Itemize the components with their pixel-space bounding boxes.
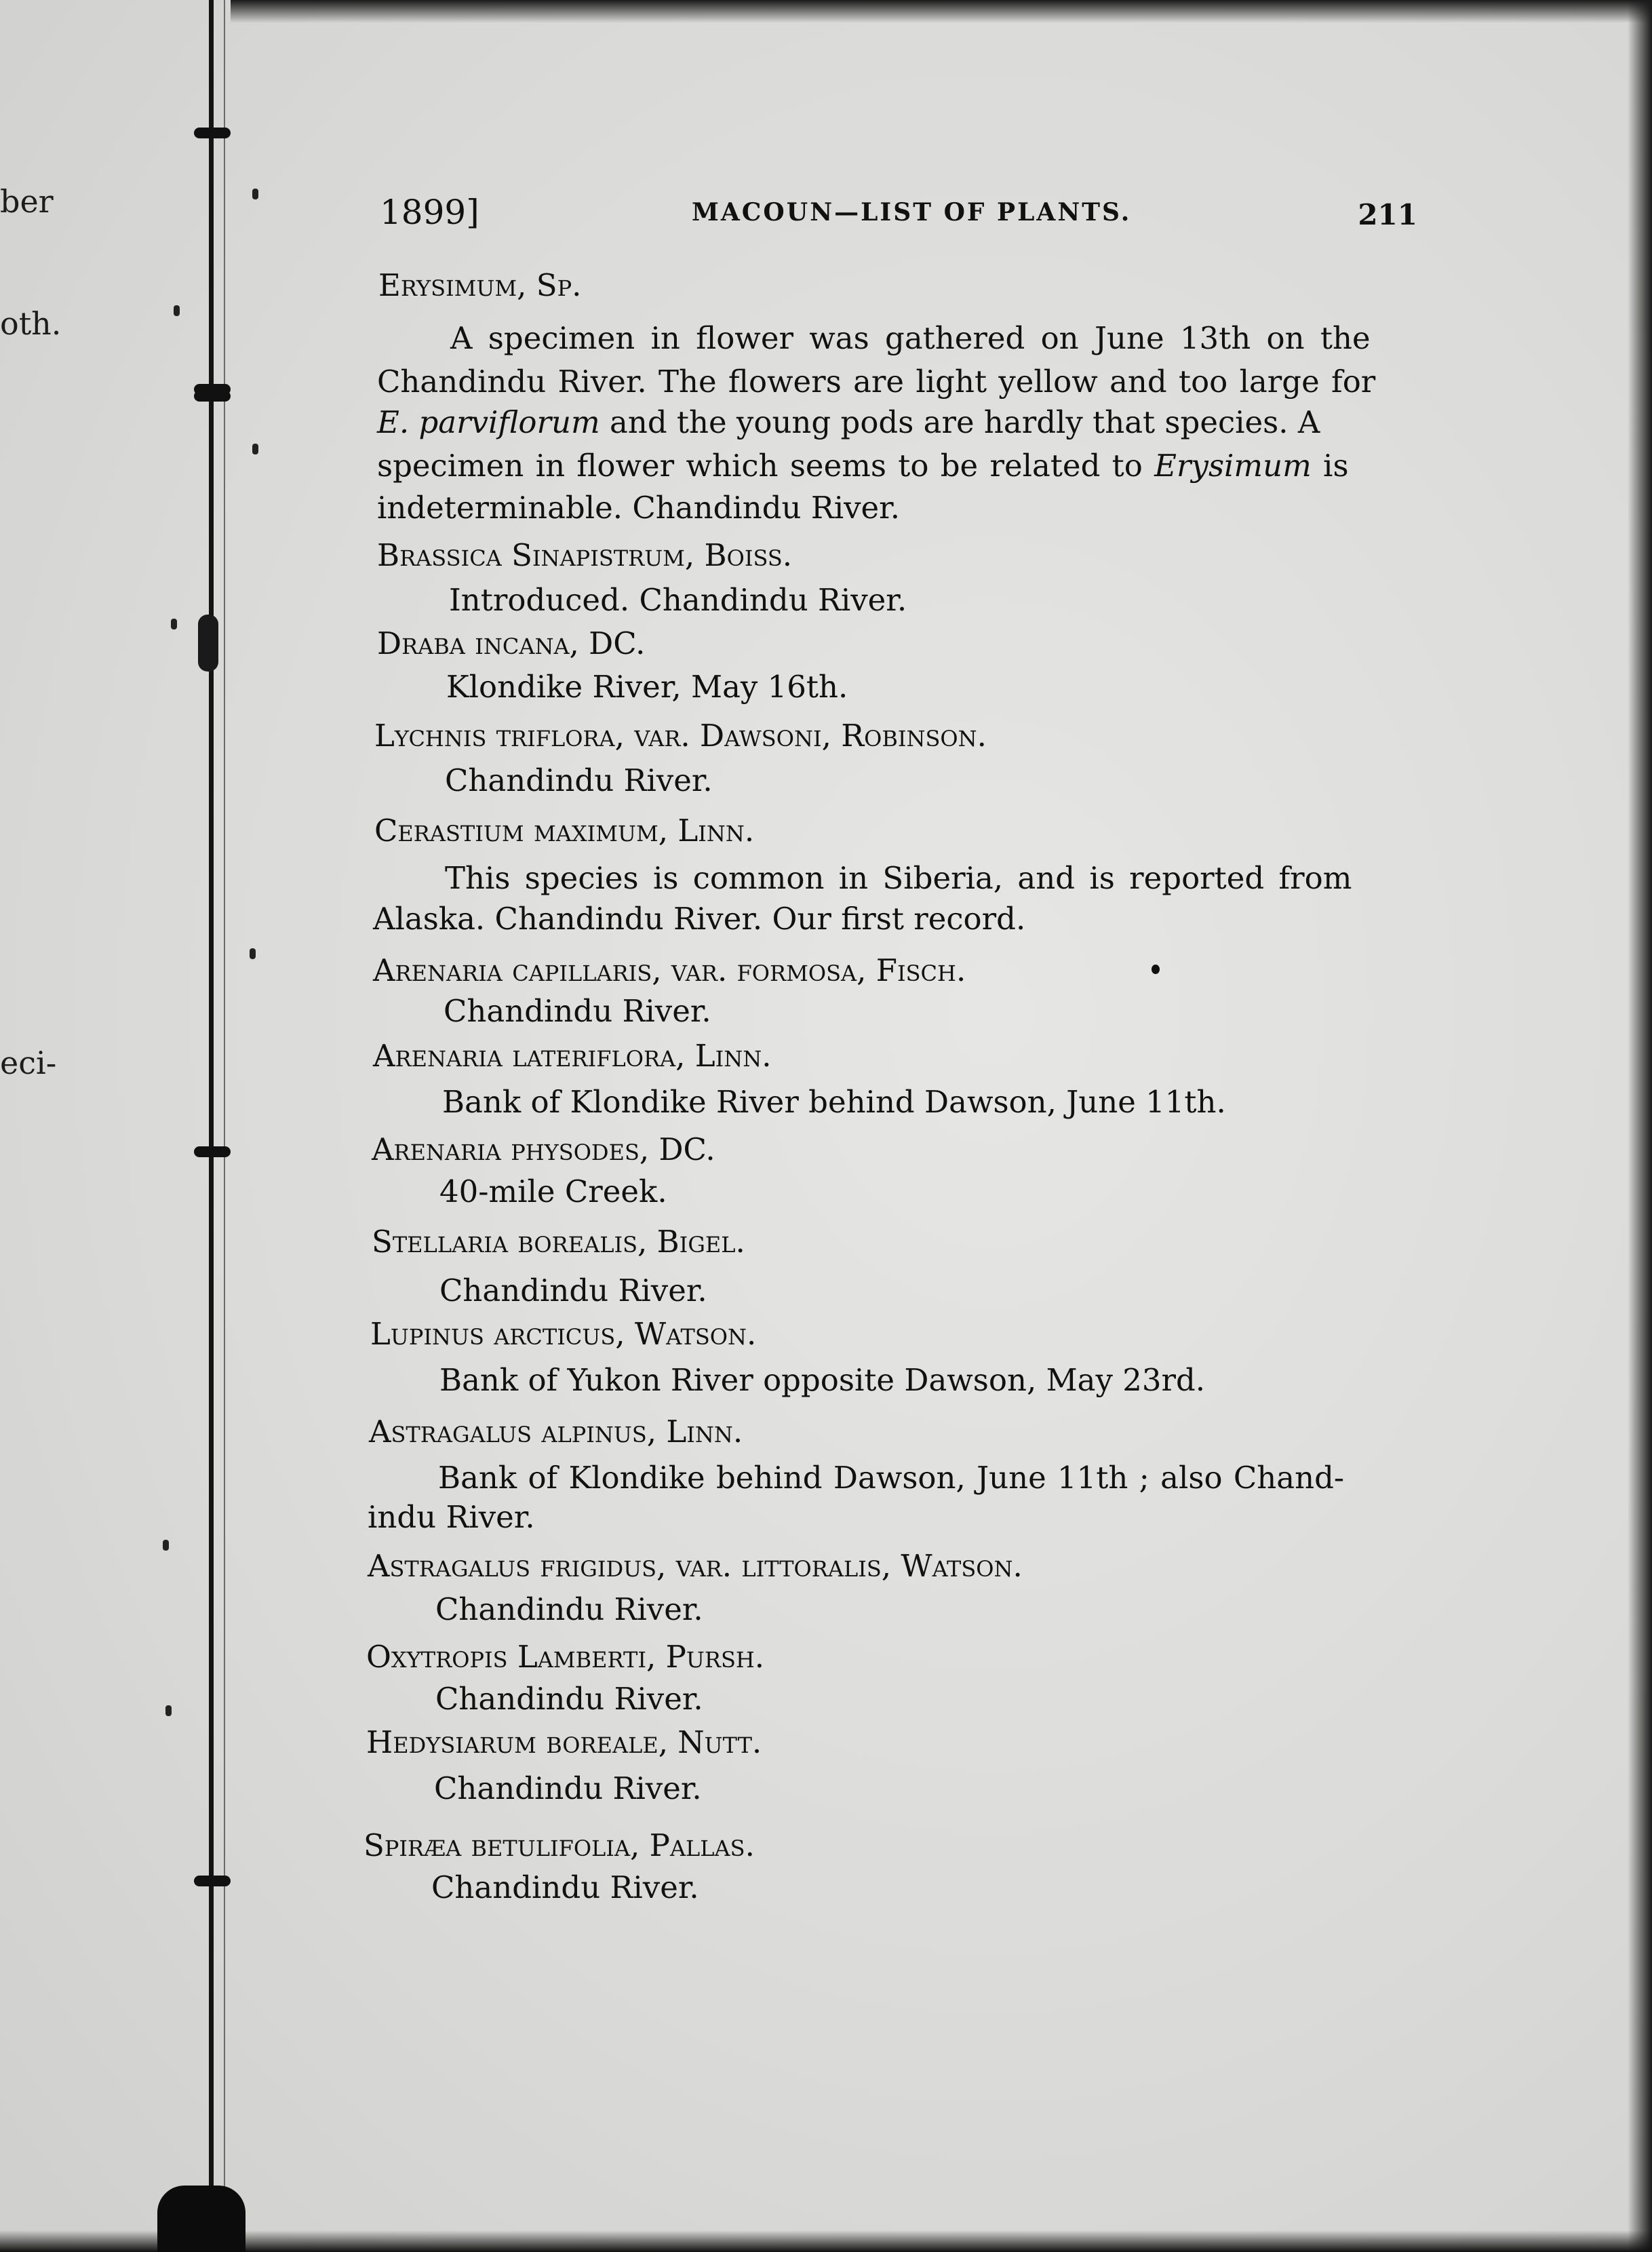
entry-heading: Cerastium maximum, Linn. [374,813,755,849]
entry-text-run: and the young pods are hardly that species. A [599,404,1320,440]
entry-heading: Arenaria physodes, DC. [372,1131,715,1167]
entry-text-run: is [1311,448,1349,484]
binding-dot [252,444,258,454]
binding-ink-blot [198,615,218,672]
stray-ink-dot [1152,965,1160,974]
entry-text-run: specimen in flower which seems to be related to [377,448,1155,484]
entry-text: Chandindu River. The flowers are light yellow and too large for [377,364,1376,400]
entry-text: A specimen in flower was gathered on June 13th on the [450,320,1371,356]
entry-heading: Stellaria borealis, Bigel. [372,1224,745,1260]
binding-stitch-mark [194,128,231,138]
entry-text: Bank of Yukon River opposite Dawson, May 23rd. [439,1362,1206,1398]
entry-text: 40-mile Creek. [439,1173,667,1209]
entry-text: indeterminable. Chandindu River. [377,490,901,526]
entry-heading: Lychnis triflora, var. Dawsoni, Robinson. [374,718,987,754]
italic-genus-name: Erysimum [1154,448,1312,484]
entry-heading: Brassica Sinapistrum, Boiss. [377,537,793,573]
scan-edge-shadow-right [1628,0,1652,2252]
entry-text: Chandindu River. [439,1273,707,1308]
binding-stitch-mark [194,391,231,402]
entry-heading: Draba incana, DC. [377,625,646,661]
entry-heading: Arenaria capillaris, var. formosa, Fisch. [373,952,966,988]
running-header [380,193,1417,233]
entry-heading: Arenaria lateriflora, Linn. [373,1038,772,1074]
entry-text: Klondike River, May 16th. [446,669,848,705]
entry-text: indu River. [368,1499,535,1535]
facing-page-fragment: eci- [0,1045,57,1081]
entry-text: Chandindu River. [435,1591,703,1627]
binding-base-shadow [157,2186,245,2252]
entry-text: Bank of Klondike behind Dawson, June 11th ; also Chand- [438,1460,1345,1496]
binding-dot [171,619,177,629]
binding-dot [250,948,256,959]
entry-heading: Oxytropis Lamberti, Pursh. [366,1639,765,1675]
binding-gutter-line [209,0,214,2252]
entry-heading: Astragalus alpinus, Linn. [369,1414,743,1450]
entry-heading: Astragalus frigidus, var. littoralis, Watson. [368,1548,1023,1584]
scan-edge-shadow-bottom [0,2230,1652,2252]
binding-gutter-line-thin [224,0,225,2252]
entry-text: Chandindu River. [431,1869,699,1905]
entry-text [377,404,1320,440]
facing-page-fragment: ber [0,183,54,220]
binding-dot [252,189,258,199]
entry-heading: Lupinus arcticus, Watson. [370,1316,757,1352]
binding-stitch-mark [194,1876,231,1886]
entry-heading: Erysimum, Sp. [378,267,582,303]
entry-text [377,448,1349,484]
binding-dot [165,1705,172,1716]
entry-text: Alaska. Chandindu River. Our first record. [373,901,1026,937]
italic-species-name: E. parviflorum [377,404,600,440]
entry-text: Chandindu River. [445,762,713,798]
page-number: 211 [1358,198,1417,231]
entry-text: Chandindu River. [435,1681,703,1717]
header-year: 1899] [380,193,479,232]
binding-stitch-mark [194,1146,231,1157]
scan-edge-shadow-top [231,0,1652,23]
header-title: MACOUN—LIST OF PLANTS. [692,198,1132,227]
entry-text: Chandindu River. [434,1770,702,1806]
binding-dot [174,305,180,316]
entry-text: This species is common in Siberia, and is reported from [445,860,1352,896]
entry-text: Introduced. Chandindu River. [449,582,907,618]
entry-text: Bank of Klondike River behind Dawson, June 11th. [442,1084,1226,1120]
binding-dot [163,1540,169,1551]
entry-text: Chandindu River. [444,993,711,1029]
facing-page-fragment: oth. [0,305,62,342]
entry-heading: Spiræa betulifolia, Pallas. [363,1827,755,1863]
entry-heading: Hedysiarum boreale, Nutt. [366,1724,762,1760]
